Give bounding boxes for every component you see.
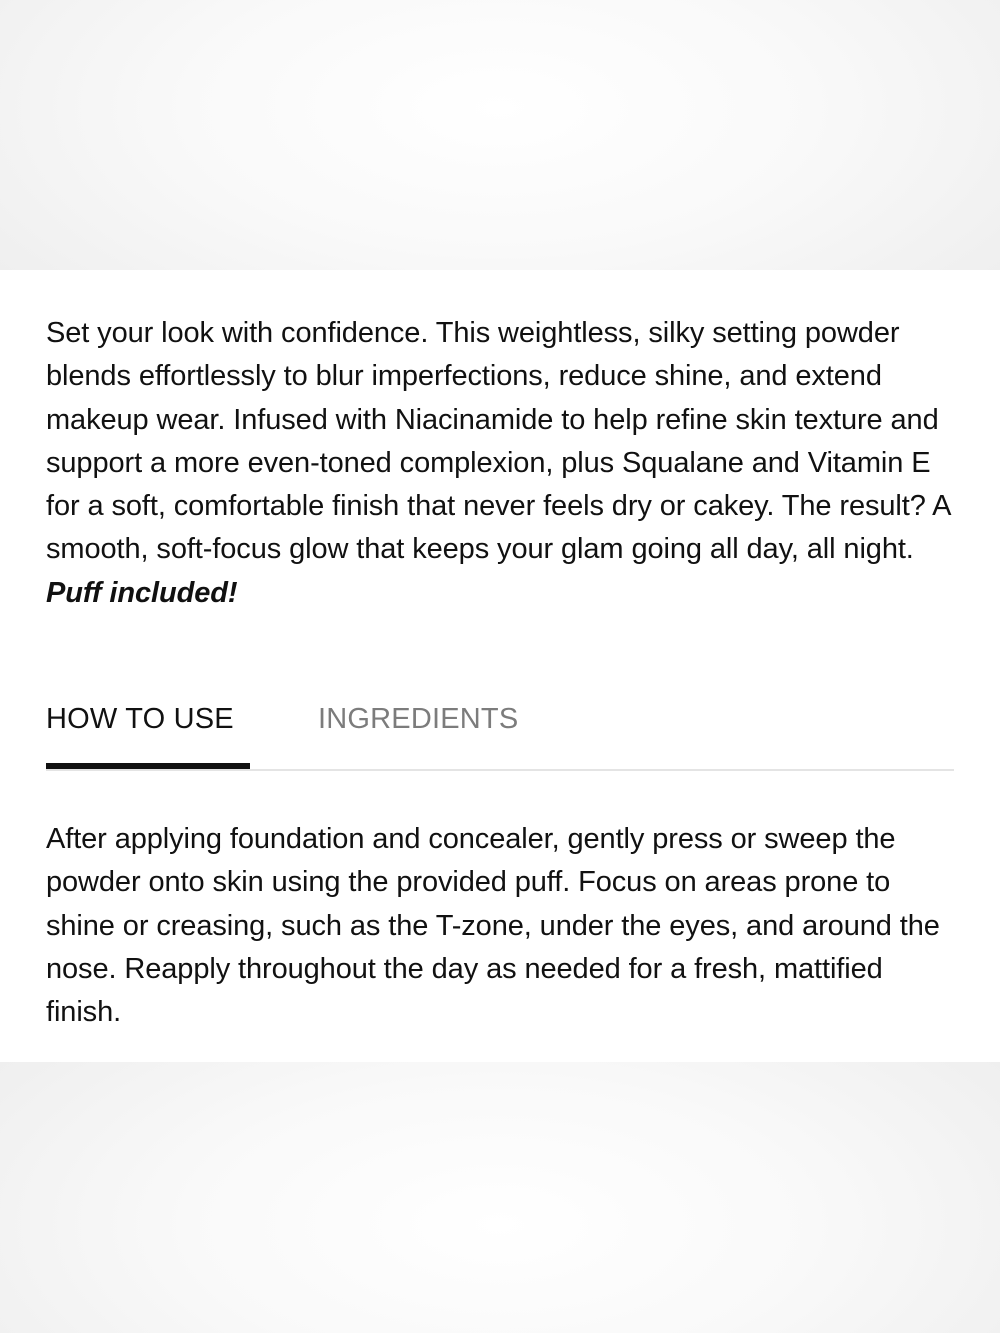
product-description: [46, 312, 956, 615]
product-description-emphasis: Puff included!: [46, 576, 238, 609]
how-to-use-content: After applying foundation and concealer, gently press or sweep the powder onto skin using the provided puff. Focus on areas prone to shine or creasing, such as the T-zone, under the eyes, and around the nose. Reapply throughout the day as needed for a fresh, mattified finish.: [46, 823, 940, 1029]
product-details-card: [0, 270, 1000, 1062]
product-description-text: Set your look with confidence. This weightless, silky setting powder blends effortlessly to blur imperfections, reduce shine, and extend makeup wear. Infused with Niacinamide to help refine skin texture and support a more even-toned complexion, plus Squalane and Vitamin E for a soft, comfortable finish that never feels dry or cakey. The result? A smooth, soft-focus glow that keeps your glam going all day, all night.: [46, 317, 950, 566]
details-tabs: [46, 690, 954, 772]
active-tab-indicator: [46, 763, 250, 769]
backdrop-top: [0, 0, 1000, 270]
tab-how-to-use[interactable]: HOW TO USE: [46, 703, 234, 735]
tab-ingredients[interactable]: INGREDIENTS: [318, 703, 519, 735]
tab-divider: [46, 769, 954, 771]
backdrop-bottom: [0, 1062, 1000, 1333]
